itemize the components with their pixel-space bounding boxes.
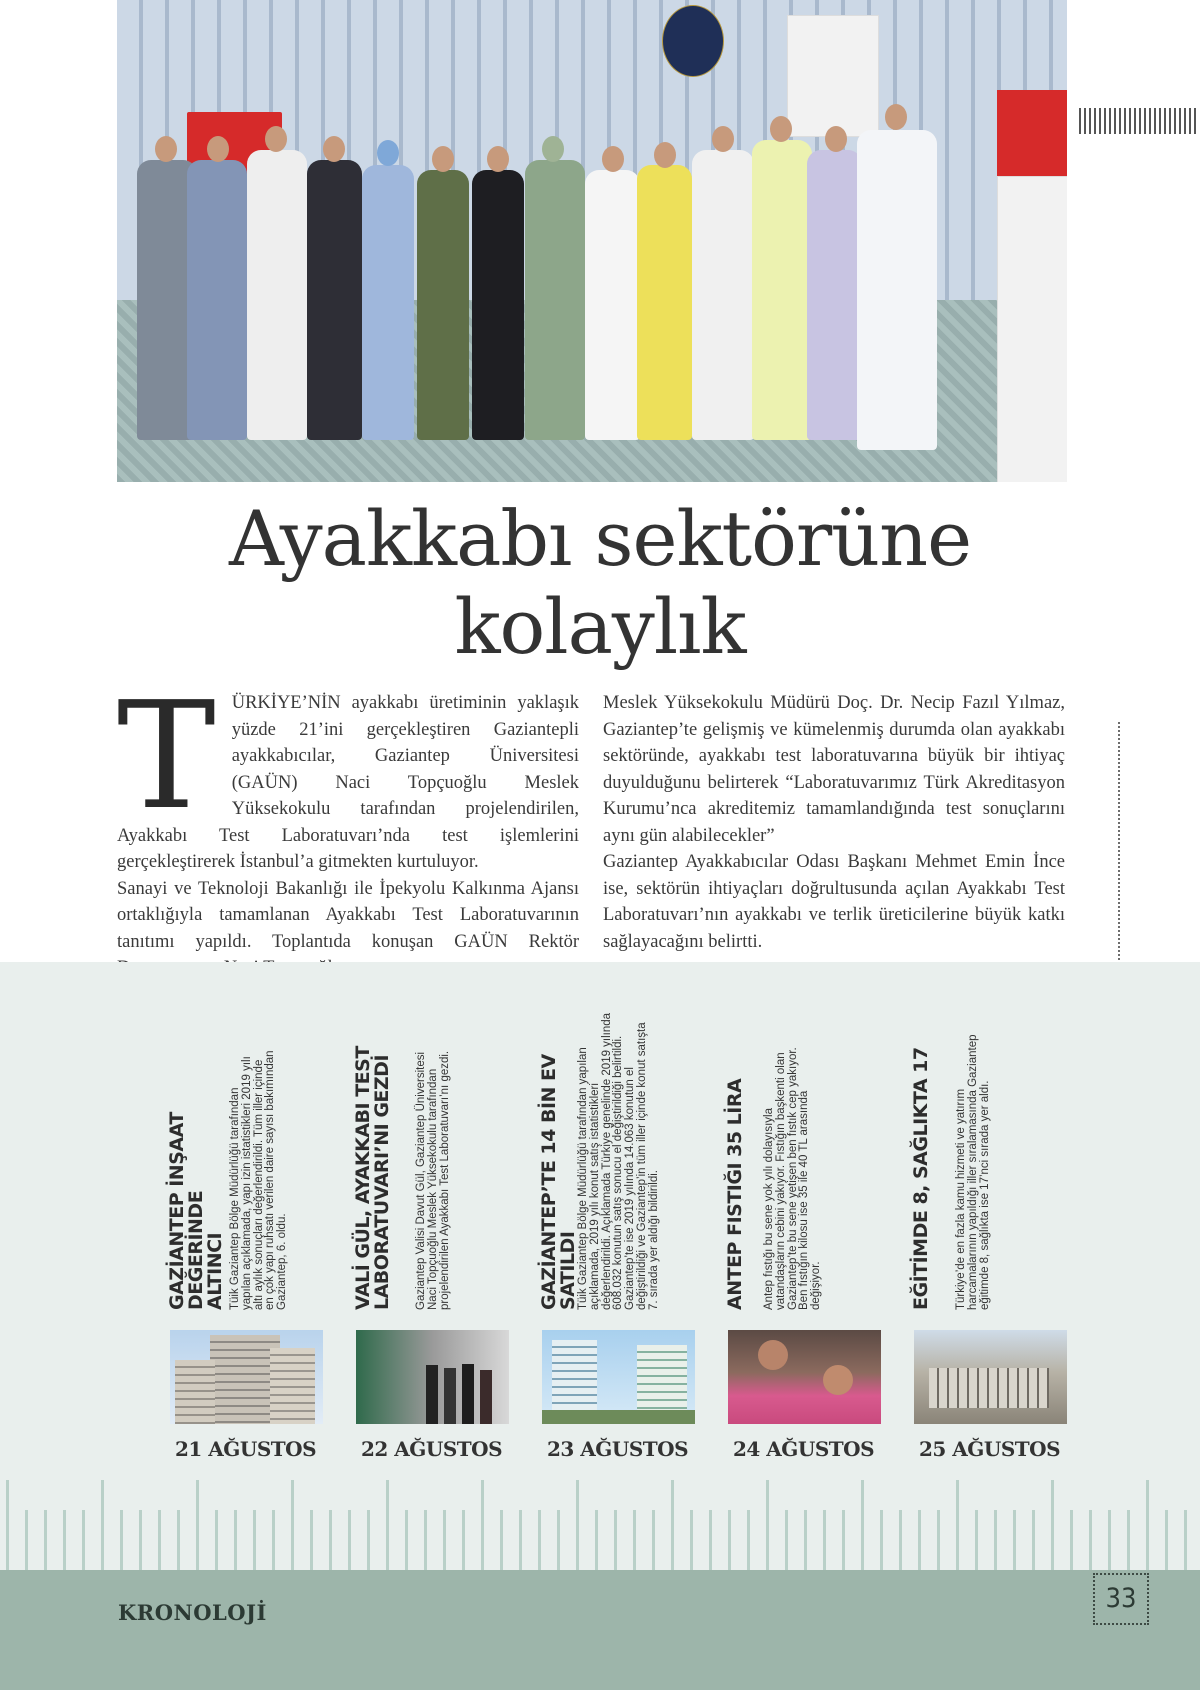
ruler-tick [63, 1510, 66, 1570]
ruler-tick [747, 1510, 750, 1570]
timeline-text: Antep fıstığı bu sene yok yılı dolayısıyla vatandaşların cebini yakıyor. Fıstığın başkenti olan Gaziantep’te bu sene yetişen ben fıstık cep yakıyor. Ben fıstığın kilosu ise 35 ile 40 TL arasında değişiyor. [763, 1047, 823, 1310]
headline-line-1: GAZİANTEP İNŞAAT DEĞERİNDE [166, 1112, 207, 1310]
ruler-tick [196, 1480, 199, 1570]
headline-line-2: LABORATUVARI’NI GEZDİ [371, 1054, 393, 1310]
ruler-tick [937, 1510, 940, 1570]
ruler-tick [177, 1510, 180, 1570]
ruler-tick [804, 1510, 807, 1570]
ruler-tick [272, 1510, 275, 1570]
photo-banner-right [997, 176, 1067, 482]
ruler-tick [82, 1510, 85, 1570]
ruler-tick [652, 1510, 655, 1570]
timeline-date-5: 25 AĞUSTOS [918, 1437, 1061, 1461]
turkish-flag-right [997, 90, 1067, 176]
ruler-tick [405, 1510, 408, 1570]
timeline-date-3: 23 AĞUSTOS [546, 1437, 689, 1461]
ruler-tick [519, 1510, 522, 1570]
timeline-headline [166, 1010, 226, 1310]
timeline-text: Türkiye’de en fazla kamu hizmeti ve yatırım harcamalarının yapıldığı iller sıralamasında Gaziantep eğitimde 8, sağlıkta ise 17’nci sırada yer aldı. [955, 1034, 991, 1310]
article-paragraph-1: ÜRKİYE’NİN ayakkabı üretiminin yaklaşık yüzde 21’ini gerçekleştiren Gaziantepli ayakkabıcılar, Gaziantep Üniversitesi (GAÜN) Naci Topçuoğlu Meslek Yüksekokulu tarafından projelendirilen, Ayakkabı Test Laboratuvarı’nda test işlemlerini gerçekleştirerek İstanbul’a gitmekten kurtuluyor. [117, 693, 579, 872]
ruler-tick [291, 1480, 294, 1570]
headline-line-2: ALTINCI [204, 1232, 226, 1310]
photo-crowd [137, 90, 997, 450]
ruler-tick [633, 1510, 636, 1570]
ruler-tick [785, 1510, 788, 1570]
ruler-tick [234, 1510, 237, 1570]
ruler-tick [595, 1510, 598, 1570]
article-paragraph-2: Sanayi ve Teknoloji Bakanlığı ile İpekyolu Kalkınma Ajansı ortaklığıyla tamamlanan Ayakkabı Test Laboratuvarının tanıtımı yapıldı. Toplantıda konuşan GAÜN Rektör [117, 878, 579, 952]
article-title: Ayakkabı sektörüne kolaylık [228, 494, 972, 671]
ruler-tick [500, 1510, 503, 1570]
ruler-tick [557, 1510, 560, 1570]
article-paragraph-3: Meslek Yüksekokulu Müdürü Doç. Dr. Necip Fazıl Yılmaz, Gaziantep’te gelişmiş ve kümelenmiş durumda olan ayakkabı sektöründe, ayakkabı test laboratuvarına büyük bir ihtiyaç duyulduğunu belirterek “Laboratuvarımız Türk Akreditasyon Kurumu’nca akreditemiz tamamlandığında test sonuçlarını aynı gün alabilecekler” [603, 693, 1065, 846]
page-number: 33 [1093, 1573, 1149, 1625]
ruler-tick [1051, 1480, 1054, 1570]
article-paragraph-4: Gaziantep Ayakkabıcılar Odası Başkanı Mehmet Emin İnce ise, sektörün ihtiyaçları doğrultusunda açılan Ayakkabı Test Laboratuvarı’nın ayakkabı ve terlik üreticilerine büyük katkı sağlayacağını belirtti. [603, 852, 1065, 952]
ruler-tick [6, 1480, 9, 1570]
ruler-tick [44, 1510, 47, 1570]
timeline-image-5 [914, 1330, 1067, 1424]
ruler-tick [538, 1510, 541, 1570]
ruler-decoration [0, 1470, 1200, 1570]
timeline-headline [912, 1010, 952, 1310]
ruler-tick [215, 1510, 218, 1570]
ruler-tick [709, 1510, 712, 1570]
headline-line-1: ANTEP FISTIĞI 35 LİRA [724, 1078, 746, 1310]
ruler-tick [424, 1510, 427, 1570]
ruler-tick [386, 1480, 389, 1570]
ruler-tick [861, 1480, 864, 1570]
ruler-tick [443, 1510, 446, 1570]
timeline-image-2 [356, 1330, 509, 1424]
ruler-tick [1013, 1510, 1016, 1570]
timeline-image-1 [170, 1330, 323, 1424]
ruler-tick [1089, 1510, 1092, 1570]
timeline-text: Gaziantep Valisi Davut Gül, Gaziantep Üniversitesi Naci Topçuoğlu Meslek Yüksekokulu tarafından projelendirilen Ayakkabı Test Laboratuvarı’nı gezdi. [415, 1050, 451, 1310]
ruler-tick [576, 1480, 579, 1570]
ruler-tick [462, 1510, 465, 1570]
ruler-tick [880, 1510, 883, 1570]
headline-line-1: GAZİANTEP’TE 14 BİN EV SATILDI [538, 1054, 579, 1310]
article-column-2 [603, 690, 1065, 955]
ruler-tick [994, 1510, 997, 1570]
timeline-date-2: 22 AĞUSTOS [360, 1437, 503, 1461]
article-column-1 [117, 670, 579, 982]
ruler-tick [1146, 1480, 1149, 1570]
ruler-tick [367, 1510, 370, 1570]
timeline-date-1: 21 AĞUSTOS [174, 1437, 317, 1461]
decorative-ticks [1079, 108, 1199, 134]
ruler-tick [1032, 1510, 1035, 1570]
ruler-tick [25, 1510, 28, 1570]
ruler-tick [956, 1480, 959, 1570]
timeline-text: Tüik Gaziantep Bölge Müdürlüğü tarafından yapılan açıklamada, yapı izin istatistikleri 2019 yılı altı aylık sonuçları değerlendirildi. Tüm iller içinde en çok yapı ruhsatı verilen daire sayısı bakımından Gaziantep, 6. oldu. [229, 1050, 289, 1310]
ruler-tick [766, 1480, 769, 1570]
ruler-tick [348, 1510, 351, 1570]
timeline-image-4 [728, 1330, 881, 1424]
ruler-tick [1127, 1510, 1130, 1570]
ruler-tick [310, 1510, 313, 1570]
ruler-tick [728, 1510, 731, 1570]
ruler-tick [1108, 1510, 1111, 1570]
ruler-tick [101, 1480, 104, 1570]
drop-cap: T [117, 670, 216, 842]
timeline-text: Tüik Gaziantep Bölge Müdürlüğü tarafından yapılan açıklamada, 2019 yılı konut satış istatistikleri değerlendirildi. Açıklamada Türkiye genelinde 2019 yılında 608.032 konutun satış sonucu el değiştirildiği belirtildi. Gaziantep’te ise 2019 yılında 14.063 konutun el değiştirildiği ve Gaziantep’in tüm iller içinde konut satışta 7. sırada yer aldığı bildirildi. [577, 1012, 660, 1310]
ruler-tick [671, 1480, 674, 1570]
timeline-headline [354, 1010, 394, 1310]
ruler-tick [1070, 1510, 1073, 1570]
ruler-tick [842, 1510, 845, 1570]
section-label: KRONOLOJİ [118, 1600, 267, 1625]
timeline-date-4: 24 AĞUSTOS [732, 1437, 875, 1461]
timeline-headline [726, 1010, 766, 1310]
ruler-tick [481, 1480, 484, 1570]
ruler-tick [139, 1510, 142, 1570]
ruler-tick [823, 1510, 826, 1570]
ruler-tick [1165, 1510, 1168, 1570]
ruler-tick [253, 1510, 256, 1570]
ruler-tick [690, 1510, 693, 1570]
ruler-tick [975, 1510, 978, 1570]
headline-line-1: EĞİTİMDE 8, SAĞLIKTA 17 [910, 1047, 932, 1310]
ruler-tick [918, 1510, 921, 1570]
timeline-headline [540, 1010, 580, 1310]
timeline-image-3 [542, 1330, 695, 1424]
ruler-tick [329, 1510, 332, 1570]
ruler-tick [1184, 1510, 1187, 1570]
ruler-tick [158, 1510, 161, 1570]
group-photo [117, 0, 1067, 482]
page-footer [0, 1570, 1200, 1690]
photo-emblem [662, 5, 724, 77]
ruler-tick [120, 1510, 123, 1570]
headline-line-1: VALİ GÜL, AYAKKABI TEST [352, 1046, 374, 1310]
ruler-tick [614, 1510, 617, 1570]
ruler-tick [899, 1510, 902, 1570]
